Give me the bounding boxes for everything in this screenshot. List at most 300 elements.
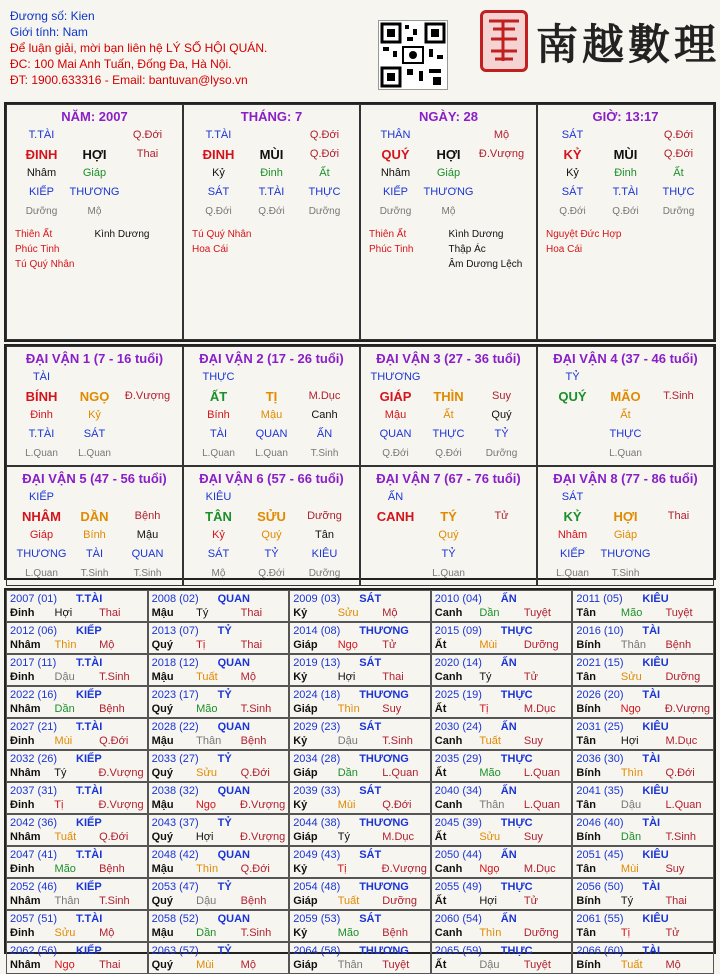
- year-stage: Mộ: [240, 959, 256, 971]
- dai-van-pillar-row: [192, 508, 351, 524]
- pillar-stage-row-item: Q.Đới: [612, 205, 639, 217]
- year-star: T.TÀI: [76, 593, 103, 605]
- year-chi: Mão: [54, 863, 76, 875]
- year-star: KIẾP: [76, 945, 102, 957]
- year-detail: [576, 926, 710, 940]
- year-star: THỰC: [500, 945, 533, 957]
- dai-van-star: TÀI: [32, 371, 51, 383]
- year-detail: [152, 734, 286, 748]
- year-stage: Suy: [523, 735, 543, 747]
- year-star: TÀI: [642, 689, 661, 701]
- year-chi: Tị: [54, 799, 64, 811]
- dai-van-stage-row-item: Q.Đới: [435, 447, 462, 459]
- dai-van-hidden-row-item: Đinh: [30, 409, 53, 421]
- year-detail: [435, 734, 569, 748]
- pillar-stem-branch-row-item: MÙI: [613, 146, 638, 162]
- dai-van-stage-row-item: T.Sinh: [611, 567, 640, 579]
- pillar-stem-star-row-item: Q.Đới: [132, 129, 163, 141]
- year-can: Kỷ: [293, 799, 308, 811]
- pillar-stem-branch-row-item: Q.Đới: [309, 148, 340, 160]
- year-header: [10, 880, 144, 894]
- year-can: Nhâm: [10, 831, 41, 843]
- pillar-hidden-star-row-item: THỰC: [308, 186, 341, 198]
- dai-van-pillar-row: [15, 508, 174, 524]
- four-pillars-grid: [4, 102, 716, 342]
- year-cell: [431, 782, 573, 814]
- star-label: Âm Dương Lệch: [448, 259, 523, 270]
- year-detail: [576, 862, 710, 876]
- year-detail: [293, 958, 427, 972]
- year-can: Kỷ: [293, 735, 308, 747]
- dai-van-stage-row: [192, 445, 351, 461]
- year-cell: [572, 718, 714, 750]
- year-can: Canh: [434, 799, 463, 811]
- dai-van-hidden-row: [369, 527, 528, 543]
- year-star: THỰC: [500, 625, 533, 637]
- year-chi: Tị: [196, 639, 206, 651]
- year-cell: [148, 942, 290, 974]
- year-detail: [152, 798, 286, 812]
- year-star: THƯƠNG: [359, 881, 409, 893]
- year-cell: [431, 686, 573, 718]
- pillar-hidden-star-row-item: THƯƠNG: [423, 186, 474, 198]
- year-chi: Mùi: [337, 799, 356, 811]
- year-cell: [289, 910, 431, 942]
- pillar-stem-star-row: [546, 127, 705, 143]
- year-detail: [10, 734, 144, 748]
- year-star: KIÊU: [642, 721, 669, 733]
- year-label: 2008 (02): [151, 593, 199, 605]
- year-stage: Đ.Vượng: [98, 767, 144, 779]
- year-cell: [6, 910, 148, 942]
- dai-van-stage: Dưỡng: [307, 510, 342, 522]
- year-header: [576, 656, 710, 670]
- dai-van-hidden-row-item: Quý: [438, 529, 459, 541]
- year-stage: Bệnh: [240, 735, 267, 747]
- dai-van-hidden-star-row-item: TỶ: [264, 548, 279, 560]
- year-header: [576, 880, 710, 894]
- pillar-hidden-star-row-item: KIẾP: [382, 186, 409, 198]
- year-header: [10, 848, 144, 862]
- pillar-stage-row: [546, 203, 705, 219]
- year-star: T.TÀI: [76, 657, 103, 669]
- year-chi: Tý: [54, 767, 67, 779]
- year-star: SÁT: [359, 785, 382, 797]
- dai-van-stage-row-item: Mộ: [211, 567, 226, 579]
- year-star: TỶ: [217, 817, 232, 829]
- year-detail: [435, 958, 569, 972]
- year-label: 2047 (41): [10, 849, 58, 861]
- year-chi: Thìn: [620, 767, 643, 779]
- dai-van-chi: TÝ: [440, 508, 457, 524]
- year-stage: Q.Đới: [382, 799, 412, 811]
- year-stage: T.Sinh: [382, 735, 413, 747]
- pillar-cell: [6, 104, 183, 340]
- pillar-hidden-star-row-item: SÁT: [207, 186, 230, 198]
- year-can: Giáp: [293, 703, 318, 715]
- year-stage: Đ.Vượng: [664, 703, 711, 715]
- dai-van-stage: M.Dục: [308, 390, 341, 402]
- year-chi: Tuất: [54, 831, 77, 843]
- year-stage: Tuyệt: [523, 959, 551, 971]
- year-cell: [431, 750, 573, 782]
- year-header: [435, 656, 569, 670]
- year-label: 2046 (40): [576, 817, 624, 829]
- year-chi: Ngọ: [54, 959, 75, 971]
- year-star: KIÊU: [642, 785, 669, 797]
- dai-van-star: KIÊU: [205, 491, 232, 503]
- year-star: ẤN: [500, 849, 517, 861]
- year-header: [435, 880, 569, 894]
- year-star: TỶ: [217, 881, 232, 893]
- year-header: [293, 784, 427, 798]
- year-can: Ất: [434, 895, 447, 907]
- year-detail: [435, 862, 569, 876]
- year-cell: [572, 942, 714, 974]
- year-label: 2056 (50): [576, 881, 624, 893]
- year-star: T.TÀI: [76, 785, 103, 797]
- pillar-stage-row-item: Dưỡng: [25, 205, 58, 217]
- pillar-stage-row-item: Mộ: [87, 205, 102, 217]
- year-star: TỶ: [217, 625, 232, 637]
- year-label: 2054 (48): [293, 881, 341, 893]
- year-can: Tân: [576, 799, 596, 811]
- pillar-stem-branch-row-item: Q.Đới: [663, 148, 694, 160]
- year-detail: [152, 766, 286, 780]
- year-star: QUAN: [217, 913, 250, 925]
- year-chi: Thìn: [479, 927, 502, 939]
- year-header: [576, 624, 710, 638]
- dai-van-can: NHÂM: [22, 508, 61, 524]
- year-header: [152, 816, 286, 830]
- year-detail: [10, 606, 144, 620]
- dai-van-cell: [360, 346, 537, 466]
- year-cell: [431, 846, 573, 878]
- year-can: Mậu: [151, 671, 174, 683]
- year-header: [152, 752, 286, 766]
- year-header: [293, 592, 427, 606]
- dai-van-hidden-row: [192, 407, 351, 423]
- dai-van-star-row: [369, 489, 528, 505]
- year-can: Bính: [576, 895, 601, 907]
- year-label: 2052 (46): [10, 881, 58, 893]
- dai-van-hidden-star-row-item: THƯƠNG: [600, 548, 651, 560]
- year-can: Quý: [151, 831, 173, 843]
- pillar-stem-star-row-item: SÁT: [561, 129, 584, 141]
- year-can: Tân: [576, 671, 596, 683]
- year-cell: [572, 590, 714, 622]
- year-label: 2060 (54): [434, 913, 482, 925]
- year-header: [576, 784, 710, 798]
- year-chi: Thìn: [54, 639, 77, 651]
- year-stage: M.Dục: [665, 735, 698, 747]
- dai-van-star: THƯƠNG: [370, 371, 421, 383]
- year-header: [576, 688, 710, 702]
- pillar-stage-row-item: Dưỡng: [662, 205, 695, 217]
- year-can: Mậu: [151, 799, 174, 811]
- year-header: [435, 688, 569, 702]
- pillar-stem-star-row-item: Q.Đới: [663, 129, 694, 141]
- dai-van-hidden-star-row: [369, 426, 528, 442]
- year-label: 2038 (32): [151, 785, 199, 797]
- year-chi: Mùi: [479, 639, 498, 651]
- year-can: Quý: [151, 959, 173, 971]
- year-stage: Suy: [665, 863, 685, 875]
- year-detail: [576, 702, 710, 716]
- year-chi: Ngọ: [620, 703, 641, 715]
- year-cell: [572, 686, 714, 718]
- year-stage: Thai: [240, 639, 263, 651]
- pillar-stem-branch-row-item: Thai: [136, 148, 159, 160]
- year-chi: Dậu: [337, 735, 358, 747]
- dai-van-hidden-star-row-item: QUAN: [255, 428, 288, 440]
- year-chi: Dậu: [479, 959, 500, 971]
- year-chi: Dần: [337, 767, 358, 779]
- year-header: [435, 752, 569, 766]
- year-star: ẤN: [500, 721, 517, 733]
- year-header: [10, 592, 144, 606]
- dai-van-hidden-star-row-item: TÀI: [85, 548, 104, 560]
- year-can: Bính: [576, 703, 601, 715]
- dai-van-stage-row-item: Q.Đới: [382, 447, 409, 459]
- year-chi: Thìn: [196, 863, 219, 875]
- star-label: Nguyệt Đức Hợp: [546, 229, 622, 240]
- star-label: Thiên Ất: [15, 229, 53, 240]
- pillar-stage-row: [15, 203, 174, 219]
- year-detail: [10, 766, 144, 780]
- year-chi: Tý: [620, 895, 634, 907]
- dai-van-title: ĐẠI VẬN 2 (17 - 26 tuổi): [199, 351, 344, 366]
- dai-van-stage-row: [546, 565, 705, 581]
- pillar-stem-star-row: [15, 127, 174, 143]
- year-label: 2022 (16): [10, 689, 58, 701]
- dai-van-hidden-star-row-item: THỰC: [609, 428, 642, 440]
- dai-van-hidden-star-row-item: TỶ: [494, 428, 509, 440]
- dai-van-star-row: [369, 369, 528, 385]
- year-can: Đinh: [10, 671, 35, 683]
- year-header: [293, 944, 427, 958]
- year-label: 2016 (10): [576, 625, 624, 637]
- dai-van-stage: Đ.Vượng: [124, 390, 171, 402]
- year-detail: [435, 830, 569, 844]
- dai-van-stage-row-item: L.Quan: [255, 447, 288, 459]
- year-cell: [431, 622, 573, 654]
- dai-van-star-row: [15, 369, 174, 385]
- dai-van-hidden-star-row: [546, 426, 705, 442]
- year-detail: [152, 830, 286, 844]
- year-star: QUAN: [217, 849, 250, 861]
- year-header: [293, 688, 427, 702]
- pillar-stem-star-row: [369, 127, 528, 143]
- year-chi: Ngọ: [195, 799, 216, 811]
- dai-van-stage-row: [192, 565, 351, 581]
- year-label: 2048 (42): [151, 849, 199, 861]
- year-star: ẤN: [500, 593, 517, 605]
- year-can: Kỷ: [293, 607, 308, 619]
- stars-left: [369, 227, 449, 272]
- year-header: [10, 688, 144, 702]
- year-stage: T.Sinh: [99, 671, 130, 683]
- year-cell: [6, 750, 148, 782]
- pillar-stage-row: [369, 203, 528, 219]
- year-label: 2020 (14): [434, 657, 482, 669]
- year-header: [152, 656, 286, 670]
- dai-van-hidden-row: [369, 407, 528, 423]
- seal-stamp: [480, 10, 528, 72]
- dai-van-stage-row-item: Q.Đới: [258, 567, 285, 579]
- pillar-cell: [360, 104, 537, 340]
- year-chi: Mùi: [54, 735, 73, 747]
- year-label: 2026 (20): [576, 689, 624, 701]
- year-label: 2037 (31): [10, 785, 58, 797]
- pillar-stem-branch-row-item: KỶ: [563, 146, 582, 162]
- year-cell: [148, 590, 290, 622]
- year-can: Tân: [576, 863, 596, 875]
- year-star: QUAN: [217, 593, 250, 605]
- year-header: [152, 784, 286, 798]
- year-star: KIÊU: [642, 913, 669, 925]
- year-header: [10, 752, 144, 766]
- year-label: 2040 (34): [434, 785, 482, 797]
- year-chi: Thân: [620, 639, 646, 651]
- dai-van-cell: [537, 466, 714, 586]
- year-label: 2024 (18): [293, 689, 341, 701]
- dai-van-hidden-row-item: Bính: [207, 409, 230, 421]
- year-star: THƯƠNG: [359, 625, 409, 637]
- pillar-stars: [15, 227, 174, 272]
- pillar-stem-branch-row: [192, 146, 351, 162]
- dai-van-hidden-star-row: [192, 546, 351, 562]
- dai-van-hidden-star-row: [192, 426, 351, 442]
- year-chi: Tuất: [337, 895, 360, 907]
- year-label: 2051 (45): [576, 849, 624, 861]
- year-cell: [148, 686, 290, 718]
- year-detail: [576, 894, 710, 908]
- year-label: 2027 (21): [10, 721, 58, 733]
- year-chi: Tý: [337, 831, 350, 843]
- year-header: [435, 912, 569, 926]
- year-stage: Đ.Vượng: [98, 799, 144, 811]
- year-header: [293, 912, 427, 926]
- year-cell: [289, 814, 431, 846]
- year-header: [10, 944, 144, 958]
- year-stage: Dưỡng: [382, 895, 418, 907]
- dai-van-hidden-star-row-item: TỶ: [441, 548, 456, 560]
- year-star: TÀI: [642, 625, 661, 637]
- dai-van-star-row: [15, 489, 174, 505]
- dai-van-can: QUÝ: [558, 388, 587, 404]
- owner-label: Đương số:: [10, 9, 68, 23]
- year-stage: Tuyệt: [665, 607, 693, 619]
- pillar-stage-row: [192, 203, 351, 219]
- year-detail: [293, 798, 427, 812]
- year-chi: Ngọ: [479, 863, 500, 875]
- pillar-hidden-stem-row-item: Kỷ: [566, 167, 579, 179]
- year-detail: [152, 670, 286, 684]
- year-header: [10, 624, 144, 638]
- year-header: [10, 784, 144, 798]
- year-stage: M.Dục: [523, 863, 556, 875]
- year-star: THƯƠNG: [359, 689, 409, 701]
- year-can: Đinh: [10, 927, 35, 939]
- year-stage: Tử: [523, 895, 538, 907]
- year-detail: [152, 702, 286, 716]
- year-cell: [572, 846, 714, 878]
- year-header: [152, 848, 286, 862]
- dai-van-hidden-star-row-item: KIÊU: [311, 548, 338, 560]
- dai-van-hidden-star-row-item: TÀI: [209, 428, 228, 440]
- pillar-hidden-stem-row-item: Giáp: [82, 167, 107, 179]
- stars-right: [272, 227, 352, 257]
- year-cell: [6, 814, 148, 846]
- year-cell: [431, 878, 573, 910]
- year-star: SÁT: [359, 593, 382, 605]
- dai-van-hidden-star-row-item: QUAN: [379, 428, 412, 440]
- year-detail: [435, 606, 569, 620]
- year-chi: Tuất: [620, 959, 643, 971]
- year-chi: Dậu: [54, 671, 75, 683]
- year-header: [152, 720, 286, 734]
- year-star: T.TÀI: [76, 913, 103, 925]
- year-chi: Ngọ: [337, 639, 358, 651]
- year-header: [435, 784, 569, 798]
- year-can: Nhâm: [10, 639, 41, 651]
- dai-van-hidden-star-row-item: ẤN: [316, 428, 333, 440]
- pillar-hidden-stem-row: [192, 165, 351, 181]
- year-cell: [289, 686, 431, 718]
- year-star: TỶ: [217, 753, 232, 765]
- year-star: SÁT: [359, 657, 382, 669]
- dai-van-stage-row-item: T.Sinh: [133, 567, 162, 579]
- year-can: Canh: [434, 927, 463, 939]
- year-label: 2045 (39): [434, 817, 482, 829]
- year-label: 2030 (24): [434, 721, 482, 733]
- dai-van-stage-row-item: L.Quan: [25, 447, 58, 459]
- year-cell: [289, 622, 431, 654]
- year-cell: [289, 718, 431, 750]
- pillar-title: GIỜ: 13:17: [592, 109, 659, 124]
- year-label: 2034 (28): [293, 753, 341, 765]
- year-stage: Suy: [382, 703, 402, 715]
- pillar-stage-row-item: Mộ: [441, 205, 456, 217]
- year-header: [293, 752, 427, 766]
- year-label: 2065 (59): [434, 945, 482, 957]
- year-stage: Thai: [99, 959, 121, 971]
- star-label: Hoa Cái: [546, 244, 583, 255]
- year-can: Ất: [434, 959, 447, 971]
- year-stage: Q.Đới: [99, 735, 129, 747]
- year-stage: Đ.Vượng: [240, 799, 286, 811]
- year-chi: Dần: [54, 703, 75, 715]
- dai-van-hidden-star-row: [15, 546, 174, 562]
- dai-van-cell: [183, 466, 360, 586]
- year-star: QUAN: [217, 657, 250, 669]
- dai-van-hidden-star-row-item: KIẾP: [559, 548, 586, 560]
- year-chi: Dần: [479, 607, 500, 619]
- dai-van-pillar-row: [369, 508, 528, 524]
- year-chi: Sửu: [196, 767, 217, 779]
- year-header: [576, 848, 710, 862]
- year-star: SÁT: [359, 913, 382, 925]
- star-label: Phúc Tinh: [15, 244, 60, 255]
- year-detail: [10, 670, 144, 684]
- dai-van-chi: SỬU: [257, 508, 286, 524]
- year-can: Kỷ: [293, 927, 308, 939]
- dai-van-chi: NGỌ: [79, 388, 110, 404]
- stars-right: [449, 227, 529, 272]
- dai-van-hidden-row-item: Kỷ: [88, 409, 101, 421]
- year-stage: Thai: [382, 671, 404, 683]
